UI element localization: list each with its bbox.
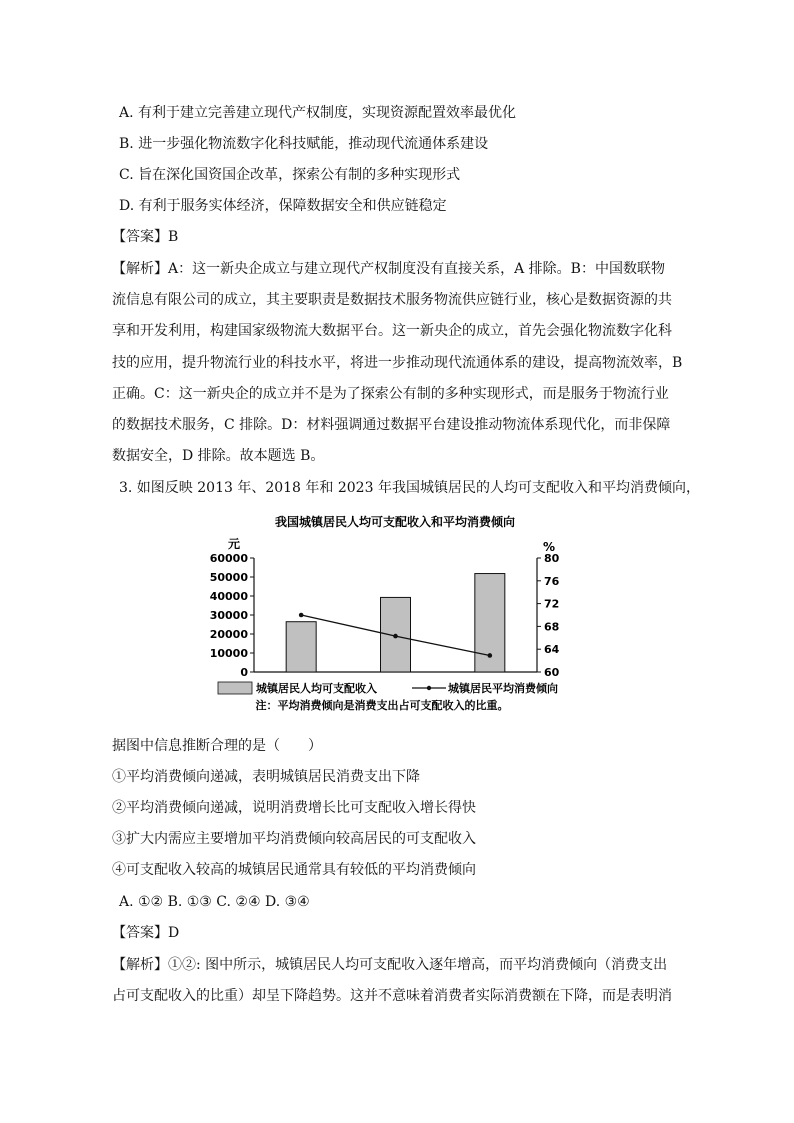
statement-1: ①平均消费倾向递减，表明城镇居民消费支出下降 xyxy=(112,769,420,785)
consumption-point xyxy=(488,653,493,658)
legend-bar-swatch xyxy=(218,682,252,694)
legend-bar-label: 城镇居民人均可支配收入 xyxy=(256,682,377,695)
right-tick-label: 68 xyxy=(544,620,560,634)
legend-line-label: 城镇居民平均消费倾向 xyxy=(448,682,558,695)
income-bar xyxy=(286,622,316,672)
option-a: A. 有利于建立完善建立现代产权制度，实现资源配置效率最优化 xyxy=(119,105,517,121)
question-3-stem: 3. 如图反映 2013 年、2018 年和 2023 年我国城镇居民的人均可支配收入和平均消费倾向， xyxy=(119,480,700,496)
consumption-point xyxy=(299,613,304,618)
bar-series xyxy=(286,574,505,672)
chart-title: 我国城镇居民人均可支配收入和平均消费倾向 xyxy=(274,515,516,529)
analysis-line: 正确。C：这一新央企的成立并不是为了探索公有制的多种实现形式，而是服务于物流行业 xyxy=(112,385,669,402)
analysis-line: 数据安全，D 排除。故本题选 B。 xyxy=(112,448,325,465)
left-tick-label: 60000 xyxy=(209,552,248,565)
income-consumption-chart xyxy=(196,508,598,718)
analysis-line: 占可支配收入的比重）却呈下降趋势。这并不意味着消费者实际消费额在下降，而是表明消 xyxy=(112,988,672,1005)
legend-line-marker xyxy=(427,686,431,690)
statement-3: ③扩大内需应主要增加平均消费倾向较高居民的可支配收入 xyxy=(112,831,476,847)
statement-2: ②平均消费倾向递减，说明消费增长比可支配收入增长得快 xyxy=(112,800,476,816)
analysis-q3 xyxy=(112,950,684,1012)
option-c: C. 旨在深化国资国企改革，探索公有制的多种实现形式 xyxy=(119,167,461,183)
right-tick-label: 60 xyxy=(544,666,560,679)
right-tick-label: 76 xyxy=(544,574,560,588)
left-axis-unit: 元 xyxy=(227,537,241,551)
left-tick-label: 10000 xyxy=(209,647,248,660)
question-3-ask: 据图中信息推断合理的是（ ） xyxy=(112,738,322,754)
left-tick-label: 40000 xyxy=(209,590,248,603)
left-tick-label: 20000 xyxy=(209,628,248,641)
right-tick-label: 64 xyxy=(544,643,560,657)
left-tick-label: 50000 xyxy=(209,571,248,584)
right-axis-unit: % xyxy=(542,540,556,554)
right-tick-label: 72 xyxy=(544,597,560,611)
analysis-line: 的数据技术服务，C 排除。D：材料强调通过数据平台建设推动物流体系现代化，而非保障 xyxy=(112,417,671,434)
answer-q2: 【答案】B xyxy=(112,229,179,245)
option-b: B. 进一步强化物流数字化科技赋能，推动现代流通体系建设 xyxy=(119,136,489,152)
analysis-line: 【解析】A：这一新央企成立与建立现代产权制度没有直接关系，A 排除。B：中国数联物 xyxy=(112,261,665,277)
consumption-point xyxy=(393,634,398,639)
analysis-q2 xyxy=(112,254,684,472)
answer-q3: 【答案】D xyxy=(112,925,180,941)
analysis-line: 享和开发利用，构建国家级物流大数据平台。这一新央企的成立，首先会强化物流数字化科 xyxy=(112,323,672,340)
q3-options: A. ①② B. ①③ C. ②④ D. ③④ xyxy=(119,894,310,910)
chart-note: 注：平均消费倾向是消费支出占可支配收入的比重。 xyxy=(255,699,509,712)
left-tick-label: 30000 xyxy=(209,609,248,622)
analysis-line: 技的应用，提升物流行业的科技水平，将进一步推动现代流通体系的建设，提高物流效率，B xyxy=(112,354,683,371)
right-tick-label: 80 xyxy=(544,552,560,565)
left-tick-label: 0 xyxy=(240,666,248,679)
analysis-line: 流信息有限公司的成立，其主要职责是数据技术服务物流供应链行业，核心是数据资源的共 xyxy=(112,292,672,309)
statement-4: ④可支配收入较高的城镇居民通常具有较低的平均消费倾向 xyxy=(112,862,476,878)
analysis-line: 【解析】①②: 图中所示，城镇居民人均可支配收入逐年增高，而平均消费倾向（消费支出 xyxy=(112,957,668,973)
option-d: D. 有利于服务实体经济，保障数据安全和供应链稳定 xyxy=(119,198,447,214)
